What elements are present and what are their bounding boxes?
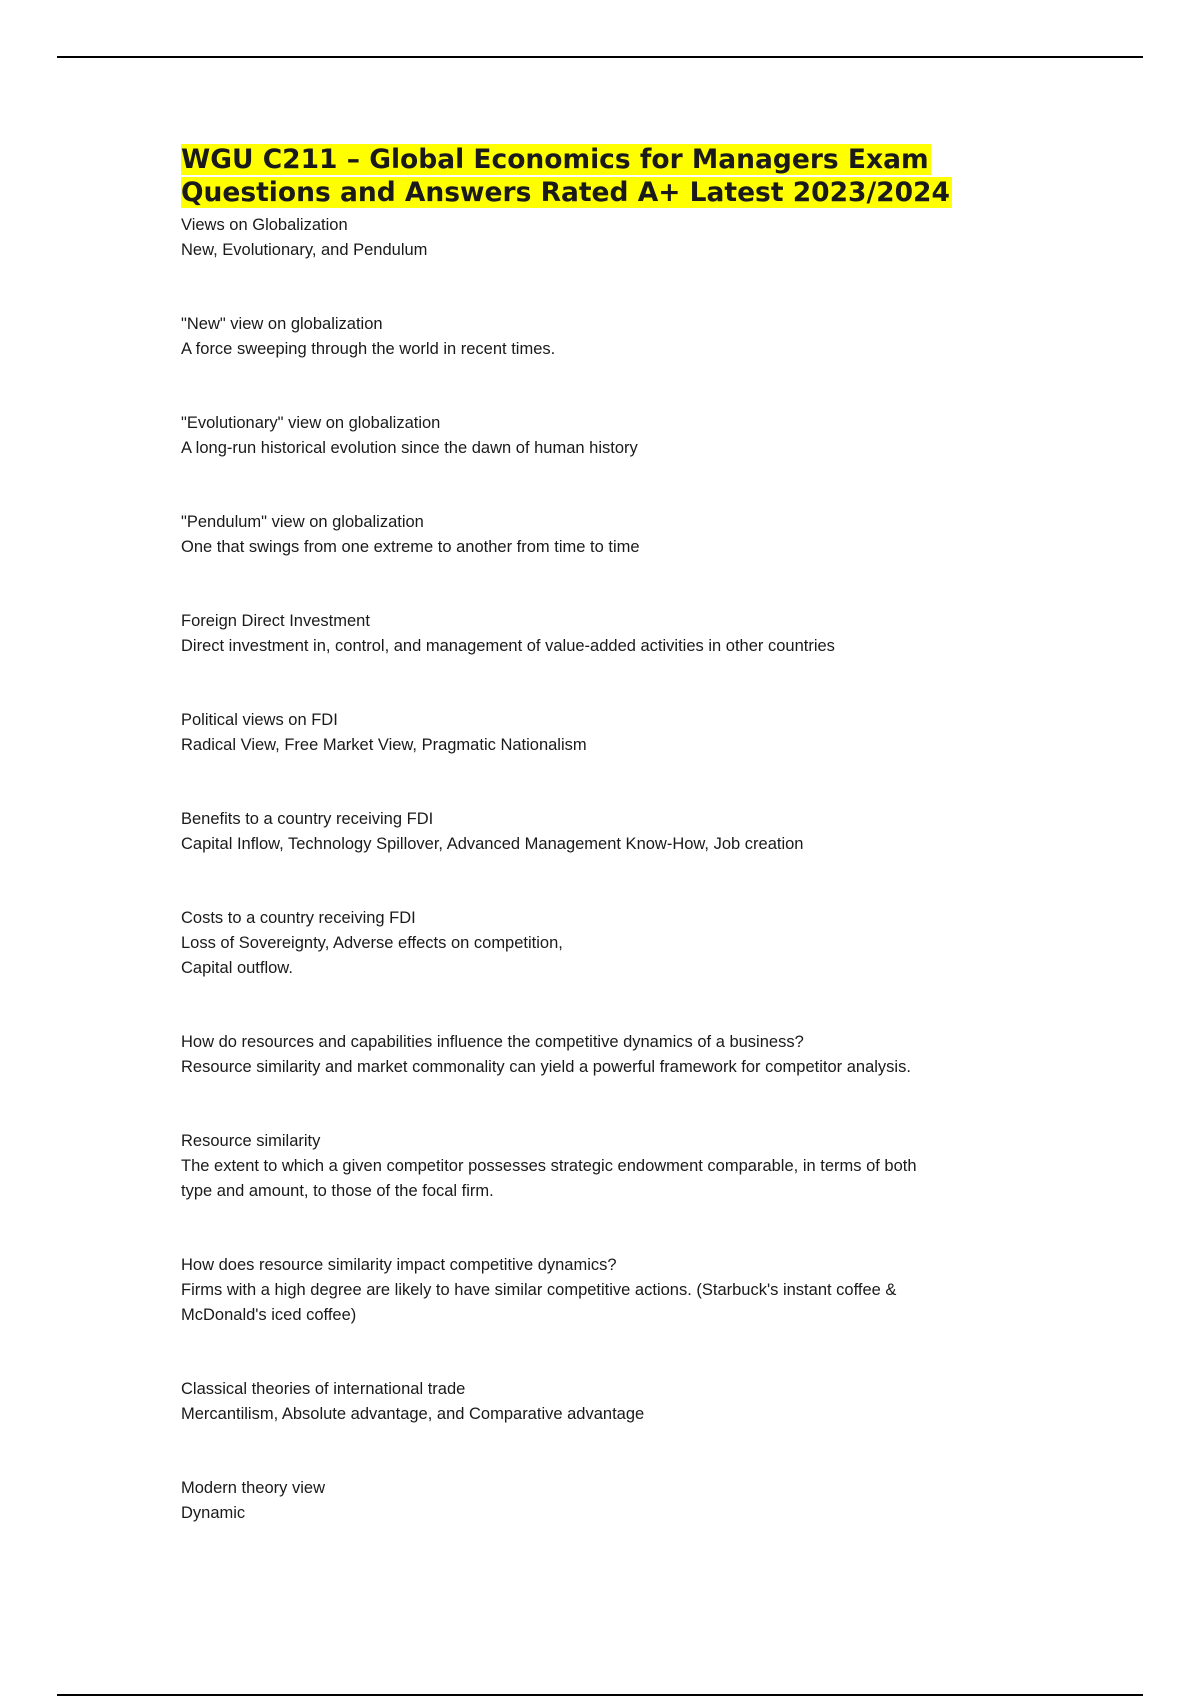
answer-text: Radical View, Free Market View, Pragmatic Nationalism bbox=[181, 736, 587, 754]
qa-item bbox=[181, 213, 1061, 263]
answer-text: Loss of Sovereignty, Adverse effects on competition, Capital outflow. bbox=[181, 934, 563, 977]
answer-text: Mercantilism, Absolute advantage, and Comparative advantage bbox=[181, 1405, 645, 1423]
qa-item bbox=[181, 1253, 1061, 1328]
document-title bbox=[181, 143, 1061, 209]
answer-text: New, Evolutionary, and Pendulum bbox=[181, 241, 428, 259]
title-highlight: WGU C211 – Global Economics for Managers Exam Questions and Answers Rated A+ Latest 2023/2024 bbox=[181, 144, 950, 208]
qa-item bbox=[181, 510, 1061, 560]
qa-item bbox=[181, 1476, 1061, 1526]
qa-item bbox=[181, 708, 1061, 758]
qa-item bbox=[181, 906, 1061, 981]
question-text: Benefits to a country receiving FDI bbox=[181, 810, 434, 828]
question-text: "New" view on globalization bbox=[181, 315, 383, 333]
qa-item bbox=[181, 609, 1061, 659]
question-text: "Evolutionary" view on globalization bbox=[181, 414, 441, 432]
question-text: Resource similarity bbox=[181, 1132, 321, 1150]
question-text: Foreign Direct Investment bbox=[181, 612, 370, 630]
question-text: How does resource similarity impact competitive dynamics? bbox=[181, 1256, 617, 1274]
qa-item bbox=[181, 1030, 1061, 1080]
answer-text: Firms with a high degree are likely to have similar competitive actions. (Starbuck's instant coffee & McDonald's iced coffee) bbox=[181, 1281, 897, 1324]
question-text: Costs to a country receiving FDI bbox=[181, 909, 416, 927]
question-text: Political views on FDI bbox=[181, 711, 338, 729]
document-body bbox=[181, 143, 1061, 1575]
answer-text: Capital Inflow, Technology Spillover, Advanced Management Know-How, Job creation bbox=[181, 835, 804, 853]
qa-item bbox=[181, 1129, 1061, 1204]
top-rule bbox=[57, 56, 1143, 58]
answer-text: A force sweeping through the world in recent times. bbox=[181, 340, 556, 358]
answer-text: Direct investment in, control, and management of value-added activities in other countries bbox=[181, 637, 835, 655]
question-text: "Pendulum" view on globalization bbox=[181, 513, 424, 531]
qa-item bbox=[181, 1377, 1061, 1427]
answer-text: Dynamic bbox=[181, 1504, 246, 1522]
qa-list bbox=[181, 213, 1061, 1526]
qa-item bbox=[181, 312, 1061, 362]
question-text: Views on Globalization bbox=[181, 216, 348, 234]
answer-text: One that swings from one extreme to another from time to time bbox=[181, 538, 640, 556]
question-text: How do resources and capabilities influence the competitive dynamics of a business? bbox=[181, 1033, 804, 1051]
answer-text: Resource similarity and market commonality can yield a powerful framework for competitor analysis. bbox=[181, 1058, 911, 1076]
answer-text: The extent to which a given competitor possesses strategic endowment comparable, in terms of both type and amount, to those of the focal firm. bbox=[181, 1157, 917, 1200]
question-text: Classical theories of international trade bbox=[181, 1380, 466, 1398]
question-text: Modern theory view bbox=[181, 1479, 325, 1497]
answer-text: A long-run historical evolution since the dawn of human history bbox=[181, 439, 638, 457]
qa-item bbox=[181, 807, 1061, 857]
bottom-rule bbox=[57, 1694, 1143, 1696]
qa-item bbox=[181, 411, 1061, 461]
